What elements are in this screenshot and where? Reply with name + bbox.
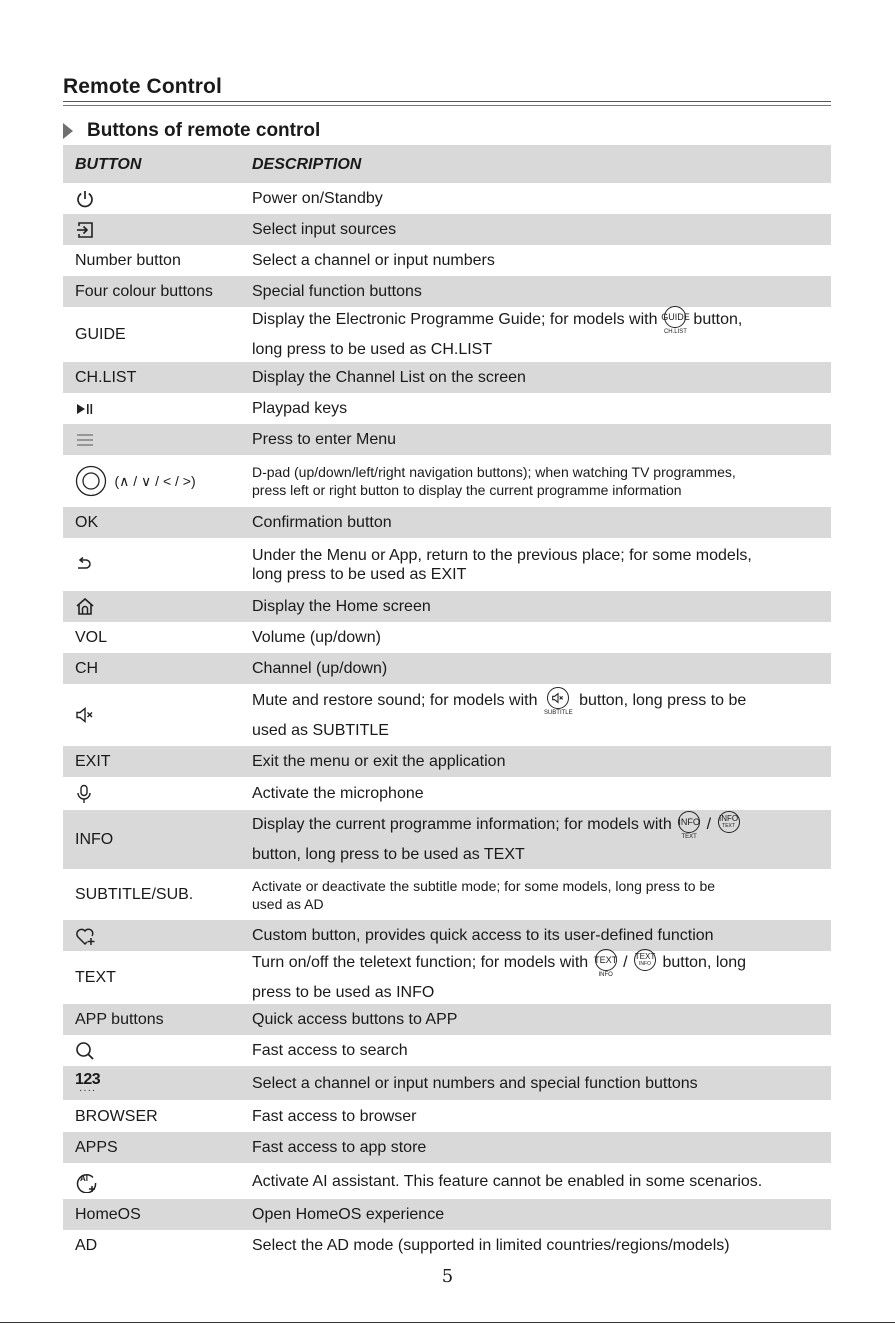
back-icon — [75, 556, 93, 574]
table-row — [63, 245, 831, 276]
description-cell: Activate or deactivate the subtitle mode; for some models, long press to be used as AD — [252, 877, 716, 912]
table-row — [63, 1004, 831, 1035]
table-row — [63, 393, 831, 424]
button-cell: INFO — [63, 810, 252, 869]
description-cell: Quick access buttons to APP — [252, 1004, 831, 1035]
button-cell — [63, 1035, 252, 1066]
description-cell: Fast access to app store — [252, 1132, 831, 1163]
button-cell — [63, 538, 252, 591]
button-cell: SUBTITLE/SUB. — [75, 886, 194, 903]
description-cell: Display the Channel List on the screen — [252, 362, 831, 393]
table-row — [63, 455, 831, 507]
description-cell: Confirmation button — [252, 507, 831, 538]
button-cell: GUIDE — [75, 326, 126, 343]
button-cell: VOL — [75, 629, 108, 646]
table-header-row — [63, 145, 831, 183]
button-cell — [63, 183, 252, 214]
remote-buttons-table — [63, 145, 831, 1261]
description-cell: Press to enter Menu — [252, 424, 831, 455]
title-rule-thin — [63, 105, 831, 106]
button-cell — [63, 777, 252, 810]
table-row — [63, 276, 831, 307]
button-cell — [63, 1066, 252, 1100]
mute-icon — [75, 706, 95, 724]
table-row — [63, 591, 831, 622]
text-info-button-icon: TEXT INFO — [634, 949, 656, 971]
table-row — [63, 777, 831, 810]
table-row — [63, 1132, 831, 1163]
button-cell: APP buttons — [63, 1004, 252, 1035]
button-cell — [63, 424, 252, 455]
microphone-icon — [75, 784, 93, 804]
table-row — [63, 424, 831, 455]
table-row — [63, 538, 831, 591]
table-row — [63, 684, 831, 746]
button-cell: CH — [63, 653, 252, 684]
description-cell: Select the AD mode (supported in limited countries/regions/models) — [252, 1237, 730, 1254]
description-cell: Mute and restore sound; for models with SUBTITLE button, long press to be used as SUBTITLE — [252, 684, 831, 746]
table-row — [63, 1163, 831, 1199]
table-row — [63, 869, 831, 920]
mute-button-icon: SUBTITLE — [544, 687, 573, 717]
button-cell: APPS — [63, 1132, 252, 1163]
description-cell: Activate the microphone — [252, 785, 424, 802]
search-icon — [75, 1041, 95, 1061]
button-cell — [63, 684, 252, 746]
description-cell: Select a channel or input numbers — [252, 252, 495, 269]
button-cell: EXIT — [63, 746, 252, 777]
table-row — [63, 1100, 831, 1132]
header-button: BUTTON — [63, 145, 252, 183]
description-cell: Display the current programme information; for models with INFO TEXT / INFO TEXT button, long press to be used as TEXT — [252, 810, 831, 869]
button-cell: CH.LIST — [63, 362, 252, 393]
button-cell — [63, 591, 252, 622]
description-cell: Volume (up/down) — [252, 629, 381, 646]
table-row — [63, 1035, 831, 1066]
table-row — [63, 1230, 831, 1261]
table-row — [63, 920, 831, 951]
description-cell: Fast access to search — [252, 1042, 408, 1059]
description-cell: Display the Electronic Programme Guide; for models with GUIDE CH.LIST button, long press to be used as CH.LIST — [252, 307, 831, 362]
table-row — [63, 653, 831, 684]
description-cell: Open HomeOS experience — [252, 1199, 831, 1230]
triangle-bullet-icon — [63, 123, 73, 139]
ai-assistant-icon: AI — [75, 1169, 99, 1193]
power-icon — [75, 189, 95, 209]
button-cell: OK — [63, 507, 252, 538]
description-cell: Turn on/off the teletext function; for models with TEXT INFO / TEXT INFO button, long press to be used as INFO — [252, 951, 831, 1004]
table-row — [63, 214, 831, 245]
description-cell: Channel (up/down) — [252, 653, 831, 684]
description-cell: Fast access to browser — [252, 1107, 417, 1125]
description-cell: Exit the menu or exit the application — [252, 746, 831, 777]
button-cell: HomeOS — [63, 1199, 252, 1230]
description-cell: Playpad keys — [252, 400, 348, 417]
title-rule — [63, 101, 831, 102]
button-cell — [63, 214, 252, 245]
section-title: Buttons of remote control — [87, 120, 321, 141]
description-cell: D-pad (up/down/left/right navigation buttons); when watching TV programmes, press left or right button to display the current programme information — [252, 464, 736, 498]
info-text-button-icon: INFO TEXT — [718, 811, 740, 833]
button-cell: (∧ / ∨ / < / >) — [63, 455, 252, 507]
button-cell: TEXT — [75, 969, 116, 986]
button-cell: Four colour buttons — [63, 276, 252, 307]
table-row — [63, 746, 831, 777]
section-heading — [63, 120, 320, 142]
description-cell: Select input sources — [252, 214, 831, 245]
page-number: 5 — [441, 1266, 454, 1287]
home-icon — [75, 597, 95, 617]
description-cell: Display the Home screen — [252, 591, 831, 622]
description-cell: Under the Menu or App, return to the previous place; for some models, long press to be used as EXIT — [252, 546, 752, 583]
table-row — [63, 1199, 831, 1230]
table-row — [63, 1066, 831, 1100]
table-row — [63, 622, 831, 653]
button-cell — [63, 393, 252, 424]
description-cell: Select a channel or input numbers and special function buttons — [252, 1066, 831, 1100]
text-button-icon: TEXT INFO — [595, 949, 617, 979]
numbers-icon: 123 ···· — [75, 1071, 101, 1096]
page-title: Remote Control — [63, 75, 222, 98]
table-row — [63, 362, 831, 393]
header-description: DESCRIPTION — [252, 145, 831, 183]
input-source-icon — [75, 220, 95, 240]
menu-icon — [75, 432, 95, 448]
play-pause-icon — [75, 401, 97, 417]
footer-rule — [0, 1322, 895, 1323]
description-cell: Power on/Standby — [252, 190, 383, 207]
button-cell: Number button — [75, 252, 181, 269]
guide-button-icon: GUIDE CH.LIST — [664, 306, 687, 336]
button-cell — [63, 920, 252, 951]
button-cell: AD — [75, 1237, 98, 1254]
table-row — [63, 507, 831, 538]
table-row — [63, 951, 831, 1004]
button-cell — [63, 1163, 252, 1199]
description-cell: Custom button, provides quick access to its user-defined function — [252, 920, 831, 951]
table-row — [63, 307, 831, 362]
dpad-icon — [75, 465, 107, 497]
info-button-icon: INFO TEXT — [678, 811, 700, 841]
description-cell: Special function buttons — [252, 276, 831, 307]
custom-heart-icon — [75, 926, 97, 946]
button-cell: BROWSER — [75, 1107, 158, 1125]
table-row — [63, 810, 831, 869]
table-row — [63, 183, 831, 214]
description-cell: Activate AI assistant. This feature cannot be enabled in some scenarios. — [252, 1172, 763, 1190]
